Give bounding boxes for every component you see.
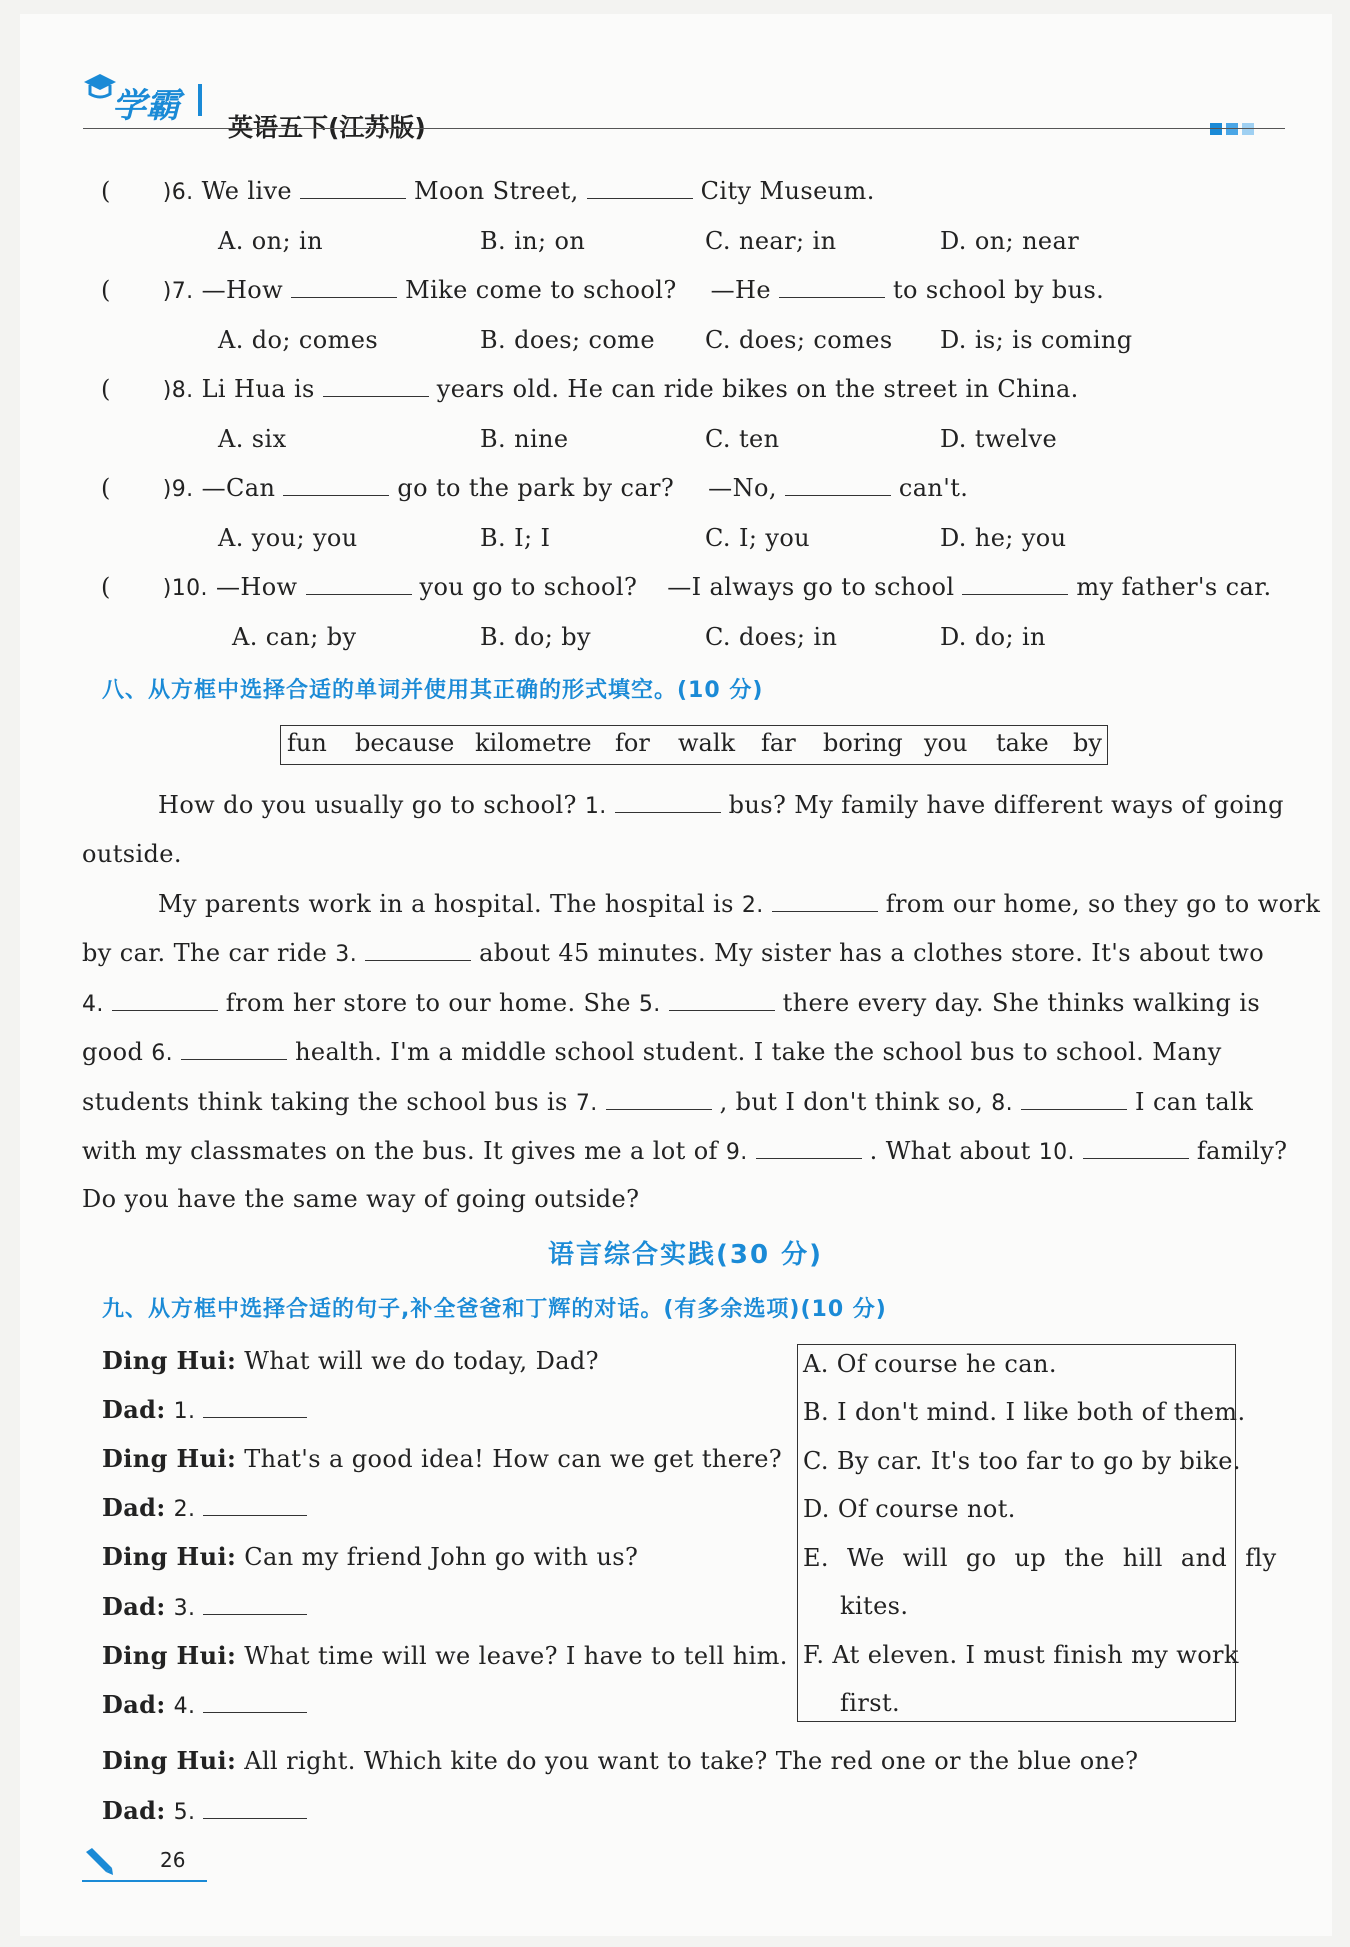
page-number: 26 <box>160 1848 186 1872</box>
option-e-cont: kites. <box>840 1592 909 1620</box>
header-decoration <box>1210 120 1254 139</box>
option-b: B. I don't mind. I like both of them. <box>803 1398 1246 1426</box>
word-item: boring <box>823 729 903 757</box>
word-item: you <box>924 729 968 757</box>
header-title: 英语五下(江苏版) <box>228 113 426 142</box>
option-a: A. Of course he can. <box>803 1350 1057 1378</box>
dialogue-line-4: Ding Hui: What time will we leave? I have to tell him. <box>102 1641 788 1670</box>
word-item: because <box>355 729 455 757</box>
question-10: ( )10. —How you go to school? —I always go to school my father's car. <box>101 573 1272 601</box>
dad-answer-5: Dad: 5. <box>102 1796 315 1828</box>
word-item: for <box>615 729 650 757</box>
option-f-cont: first. <box>840 1689 901 1717</box>
section-9-heading: 九、从方框中选择合适的句子,补全爸爸和丁辉的对话。(有多余选项)(10 分) <box>102 1297 887 1322</box>
logo-divider <box>198 84 202 116</box>
word-item: by <box>1073 729 1102 757</box>
dad-answer-1: Dad: 1. <box>102 1395 315 1427</box>
option-e: E. We will go up the hill and fly <box>803 1544 1277 1572</box>
footer-rule <box>82 1880 207 1882</box>
word-box <box>280 725 1108 765</box>
word-item: walk <box>678 729 736 757</box>
dialogue-line-2: Ding Hui: That's a good idea! How can we get there? <box>102 1444 783 1473</box>
graduation-cap-icon <box>82 70 116 102</box>
question-6: ( )6. We live Moon Street, City Museum. <box>101 177 875 205</box>
options-box <box>797 1344 1277 1722</box>
question-8: ( )8. Li Hua is years old. He can ride bikes on the street in China. <box>101 375 1079 403</box>
dad-answer-3: Dad: 3. <box>102 1592 315 1624</box>
dialogue-line-3: Ding Hui: Can my friend John go with us? <box>102 1542 639 1571</box>
word-item: kilometre <box>475 729 592 757</box>
word-item: fun <box>287 729 327 757</box>
section-8-heading: 八、从方框中选择合适的单词并使用其正确的形式填空。(10 分) <box>102 678 764 703</box>
pencil-icon <box>82 1846 114 1880</box>
practice-heading: 语言综合实践(30 分) <box>548 1240 823 1270</box>
word-item: far <box>761 729 796 757</box>
word-item: take <box>996 729 1049 757</box>
dad-answer-4: Dad: 4. <box>102 1690 315 1722</box>
question-9: ( )9. —Can go to the park by car? —No, can't. <box>101 474 969 502</box>
option-c: C. By car. It's too far to go by bike. <box>803 1447 1241 1475</box>
dialogue-line-1: Ding Hui: What will we do today, Dad? <box>102 1346 599 1375</box>
dialogue-line-5: Ding Hui: All right. Which kite do you want to take? The red one or the blue one? <box>102 1746 1139 1775</box>
option-d: D. Of course not. <box>803 1495 1016 1523</box>
dad-answer-2: Dad: 2. <box>102 1493 315 1525</box>
header-rule <box>83 128 1285 129</box>
logo-text: 学霸 <box>112 86 180 126</box>
question-7: ( )7. —How Mike come to school? —He to school by bus. <box>101 276 1105 304</box>
option-f: F. At eleven. I must finish my work <box>803 1641 1239 1669</box>
